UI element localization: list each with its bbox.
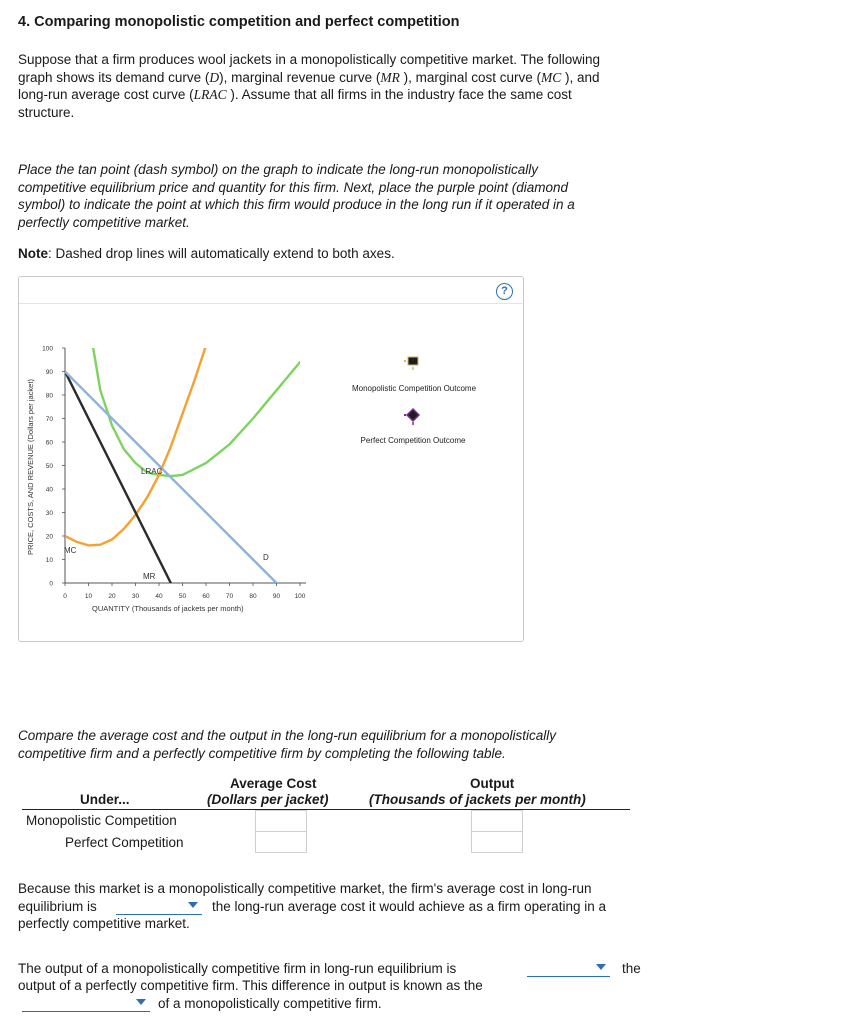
q2-text-prefix: The output of a monopolistically competitive firm in long-run equilibrium is: [18, 961, 457, 976]
col-output-unit: (Thousands of jackets per month): [369, 792, 586, 807]
x-tick-label: 10: [84, 593, 93, 600]
output-comparison-dropdown[interactable]: [527, 960, 610, 977]
intro-line-1: Suppose that a firm produces wool jackets in a monopolistically competitive market. The following: [18, 52, 601, 67]
purple-diamond-icon: [407, 409, 419, 421]
mr-curve-label: MR: [143, 572, 156, 581]
y-tick-label: 100: [42, 345, 53, 353]
chevron-down-icon: [596, 964, 606, 970]
lrac-curve-label: LRAC: [141, 467, 163, 476]
intro-text: ), and: [561, 69, 600, 85]
intro-text: ), marginal cost curve (: [399, 69, 541, 85]
output-perfect-input[interactable]: [471, 831, 523, 853]
x-tick-label: 60: [202, 593, 210, 600]
x-tick-label: 30: [131, 593, 140, 600]
y-tick-label: 10: [45, 557, 53, 564]
compare-intro: [18, 727, 698, 762]
intro-text: long-run average cost curve (: [18, 87, 194, 102]
col-avg-unit: (Dollars per jacket): [207, 792, 329, 807]
q2-line-2: output of a perfectly competitive firm. This difference in output is known as the: [18, 978, 483, 993]
intro-line-3: [18, 86, 698, 104]
y-tick-label: 70: [45, 416, 53, 423]
row-head-label: Under...: [80, 792, 130, 807]
chevron-down-icon: [188, 902, 198, 908]
x-tick-label: 100: [294, 593, 306, 600]
mr-curve: [65, 372, 171, 584]
mc-curve-label: MC: [64, 546, 77, 555]
mc-curve: [65, 277, 230, 545]
avg-cost-perfect-input[interactable]: [255, 831, 307, 853]
q1-line-1: Because this market is a monopolistically competitive market, the firm's average cost in long-run: [18, 881, 592, 896]
col-avg-heading: Average Cost: [230, 776, 317, 791]
q2-line-3: of a monopolistically competitive firm.: [158, 996, 382, 1011]
q1-line-3: perfectly competitive market.: [18, 916, 190, 931]
y-tick-label: 50: [45, 463, 53, 470]
question-heading: 4. Comparing monopolistic competition and perfect competition: [18, 14, 460, 30]
intro-line-4: structure.: [18, 104, 75, 120]
y-tick-label: 0: [49, 580, 53, 588]
tan-point-tool[interactable]: [404, 357, 418, 370]
note-label: Note: [18, 246, 48, 261]
y-tick-label: 60: [45, 439, 53, 447]
y-tick-label: 40: [45, 486, 53, 494]
output-monopolistic-input[interactable]: [471, 810, 523, 832]
table-header-rule: [22, 809, 630, 810]
demand-symbol: D: [209, 69, 220, 85]
x-tick-label: 80: [249, 593, 257, 600]
lrac-symbol: LRAC: [193, 87, 227, 102]
q1-text-prefix: equilibrium is: [18, 899, 97, 914]
row-perfect-label: Perfect Competition: [65, 835, 184, 850]
note-text: : Dashed drop lines will automatically extend to both axes.: [48, 246, 395, 261]
avg-cost-comparison-dropdown[interactable]: [116, 898, 202, 915]
compare-intro-line-1: Compare the average cost and the output in the long-run equilibrium for a monopolistically: [18, 728, 557, 743]
intro-line-2: [18, 69, 698, 87]
compare-intro-line-2: competitive firm and a perfectly competitive firm by completing the following table.: [18, 745, 506, 761]
curves: [65, 277, 300, 583]
x-tick-label: 50: [178, 593, 187, 600]
lrac-curve: [93, 348, 300, 476]
demand-curve-label: D: [263, 553, 269, 562]
x-tick-label: 70: [225, 593, 234, 600]
intro-text: graph shows its demand curve (: [18, 69, 210, 85]
y-tick-label: 90: [45, 369, 53, 376]
avg-cost-monopolistic-input[interactable]: [255, 810, 307, 832]
graph-svg[interactable]: [19, 277, 523, 641]
y-tick-label: 30: [45, 510, 53, 517]
x-tick-label: 40: [155, 593, 163, 600]
x-tick-label: 90: [272, 593, 281, 600]
chevron-down-icon: [136, 999, 146, 1005]
instructions-line-4: perfectly competitive market.: [18, 214, 190, 230]
y-axis-label: PRICE, COSTS, AND REVENUE (Dollars per jacket): [26, 379, 35, 555]
x-axis-label: QUANTITY (Thousands of jackets per month): [92, 604, 244, 613]
legend-perfect: Perfect Competition Outcome: [360, 436, 466, 445]
purple-point-tool[interactable]: [404, 409, 419, 425]
col-output-heading: Output: [470, 776, 515, 791]
x-tick-label: 0: [63, 593, 67, 600]
intro-paragraph: [18, 51, 698, 121]
instructions-line-1: Place the tan point (dash symbol) on the graph to indicate the long-run monopolistically: [18, 162, 539, 177]
instructions-line-3: symbol) to indicate the point at which this firm would produce in the long run if it operated in a: [18, 197, 575, 212]
graph-panel: [18, 276, 524, 642]
row-monopolistic-label: Monopolistic Competition: [26, 813, 177, 828]
legend-monopolistic: Monopolistic Competition Outcome: [351, 384, 477, 393]
y-tick-label: 20: [45, 533, 53, 541]
d-curve: [65, 372, 277, 584]
mr-symbol: MR: [380, 69, 400, 85]
help-icon[interactable]: ?: [496, 283, 513, 300]
intro-text: ). Assume that all firms in the industry face the same cost: [226, 87, 572, 102]
instructions-line-2: competitive equilibrium price and quantity for this firm. Next, place the purple point (diamond: [18, 179, 569, 195]
tan-rect-icon: [408, 357, 418, 365]
q2-text-end: the: [622, 961, 641, 976]
axes: [65, 348, 306, 583]
intro-text: ), marginal revenue curve (: [219, 69, 381, 85]
output-difference-dropdown[interactable]: [22, 995, 150, 1012]
instructions: [18, 161, 698, 231]
q1-text-suffix: the long-run average cost it would achieve as a firm operating in a: [212, 899, 606, 914]
y-tick-label: 80: [45, 392, 53, 400]
x-tick-label: 20: [108, 593, 116, 600]
mc-symbol: MC: [540, 69, 562, 85]
note: [18, 245, 395, 263]
